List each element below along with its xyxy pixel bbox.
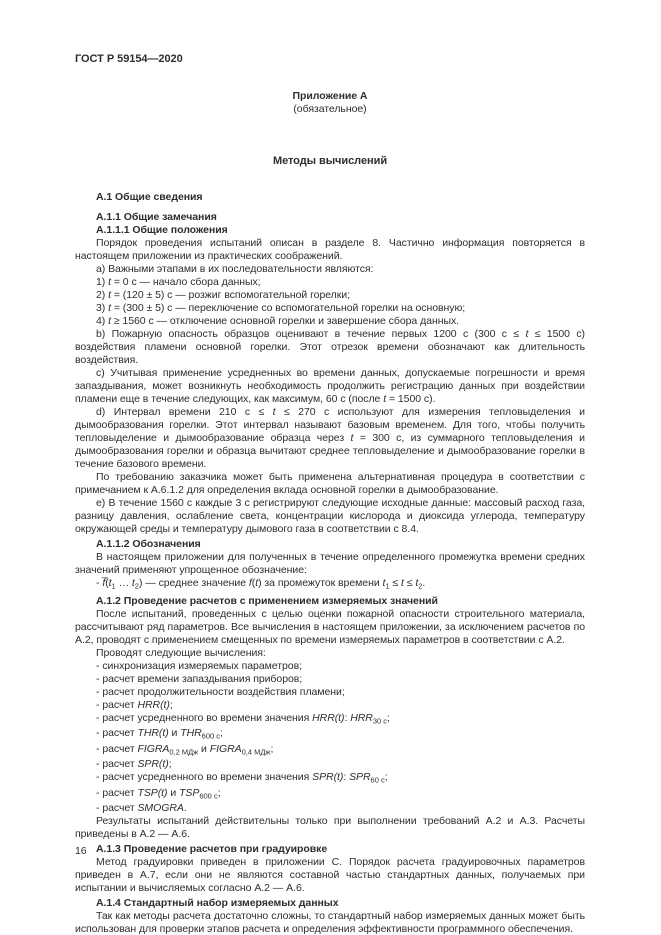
heading-a11: А.1.1 Общие замечания [96,211,217,223]
paragraph-notation-intro: В настоящем приложении для полученных в течение определенного промежутка времени средних значений применяют упрощенное обозначение: [75,551,585,576]
heading-a111: А.1.1.1 Общие положения [96,224,228,236]
calc-item-spr: - расчет SPR(t); [96,758,172,770]
calc-item-hrr: - расчет HRR(t); [96,698,173,711]
paragraph-calc-intro: Проводят следующие вычисления: [96,646,266,659]
calc-item-figra: - расчет $FIGRA_{0,2 МДж}$ и $FIGRA_{0,4 МДж}$; [96,742,274,756]
calc-item-thr: - расчет THR(t) и $THR_{600 с}$; [96,727,223,741]
paragraph-d: d) Интервал времени 210 с ≤ t ≤ 270 с используют для измерения тепловыделения и дымообразования горелки. Этот интервал называют базовым временем. Для того, чтобы получить тепловыделение и дымообразование образца через t = 300 с, из суммарного тепловыделения и дымообразования горелки и образца вычитают среднее тепловыделение и дымообразование горелки в течение базового времени. [75,406,585,470]
paragraph-alternative: По требованию заказчика может быть применена альтернативная процедура в соответствии с примечанием к А.6.1.2 для определения вклада основной горелки в дымообразование. [75,471,585,496]
calc-item-hrr30: - расчет усредненного во времени значения HRR(t): $HRR_{30 с}$; [96,711,390,725]
paragraph-a12-intro: После испытаний, проведенных с целью оценки пожарной опасности строительного материала, рассчитывают ряд параметров. Все вычисления в настоящем приложении, за исключением расчетов по А.2, проводят с применением смещенных по времени измеряемых параметров в соответствии с А.2. [75,607,585,646]
page-content [75,53,585,935]
appendix-note: (обязательное) [293,103,367,115]
paragraph-e: e) В течение 1560 с каждые 3 с регистрируют следующие исходные данные: массовый расход газа, разницу давления, ослабление света, концентрации кислорода и диоксида углерода, температуру окружающей среды и температуру дымового газа в соответствии с 8.4. [75,497,585,535]
paragraph-intro: Порядок проведения испытаний описан в разделе 8. Частично информация повторяется в настоящем приложении из практических соображений. [75,237,585,262]
heading-a1: А.1 Общие сведения [96,191,203,203]
paragraph-standard-data: Так как методы расчета достаточно сложны, то стандартный набор измеряемых данных может быть использован для проверки этапов расчета и определения эффективности программного обеспечения. [75,910,585,935]
heading-a14: А.1.4 Стандартный набор измеряемых данных [96,897,339,909]
appendix-label: Приложение А [292,90,368,102]
stage-item-2: 2) t = (120 ± 5) с — розжиг вспомогательной горелки; [96,289,350,301]
paragraph-stages-intro: a) Важными этапами в их последовательности являются: [96,263,374,275]
doc-number: ГОСТ Р 59154—2020 [75,53,183,65]
calc-item-duration: - расчет продолжительности воздействия пламени; [96,685,345,698]
stage-item-3: 3) t = (300 ± 5) с — переключение со вспомогательной горелки на основную; [96,302,466,314]
paragraph-gradation: Метод градуировки приведен в приложении С. Порядок расчета градуировочных параметров приведен в А.7, если они не являются составной частью стандартных данных, получаемых при испытании и вычисляемых согласно А.2 — А.6. [75,856,585,894]
paragraph-c: c) Учитывая применение усредненных во времени данных, допускаемые погрешности и время запаздывания, может возникнуть необходимость продолжить регистрацию данных при воздействии пламени еще в течение следующих, как максимум, 60 с (после t = 1500 с). [75,367,585,405]
heading-a13: А.1.3 Проведение расчетов при градуировке [96,843,328,855]
paragraph-results: Результаты испытаний действительны только при выполнении требований А.2 и А.3. Расчеты приведены в А.2 — А.6. [75,815,585,840]
stage-item-4: 4) t ≥ 1560 с — отключение основной горелки и завершение сбора данных. [96,315,460,327]
stage-item-1: 1) t = 0 с — начало сбора данных; [96,276,261,288]
calc-item-smogra: - расчет SMOGRA. [96,802,187,814]
appendix-title: Методы вычислений [272,155,388,167]
paragraph-b: b) Пожарную опасность образцов оценивают в течение первых 1200 с (300 с ≤ t ≤ 1500 с) воздействия пламени основной горелки. Этот отрезок времени обозначают как длительность воздействия. [75,328,585,366]
calc-item-delay: - расчет времени запаздывания приборов; [96,672,303,685]
calc-item-tsp: - расчет TSP(t) и $TSP_{600 с}$; [96,786,221,800]
heading-a112: А.1.1.2 Обозначения [96,538,201,550]
heading-a12: А.1.2 Проведение расчетов с применением измеряемых значений [96,594,438,607]
notation-item: - $f̅(t_1$ … $t_2$) — среднее значение f(t) за промежуток времени $t_1 \le t \le t_2$. [96,577,426,591]
page-number: 16 [75,845,87,857]
calc-item-spr60: - расчет усредненного во времени значения SPR(t): $SPR_{60 с}$; [96,771,388,785]
calc-item-sync: - синхронизация измеряемых параметров; [96,659,302,672]
